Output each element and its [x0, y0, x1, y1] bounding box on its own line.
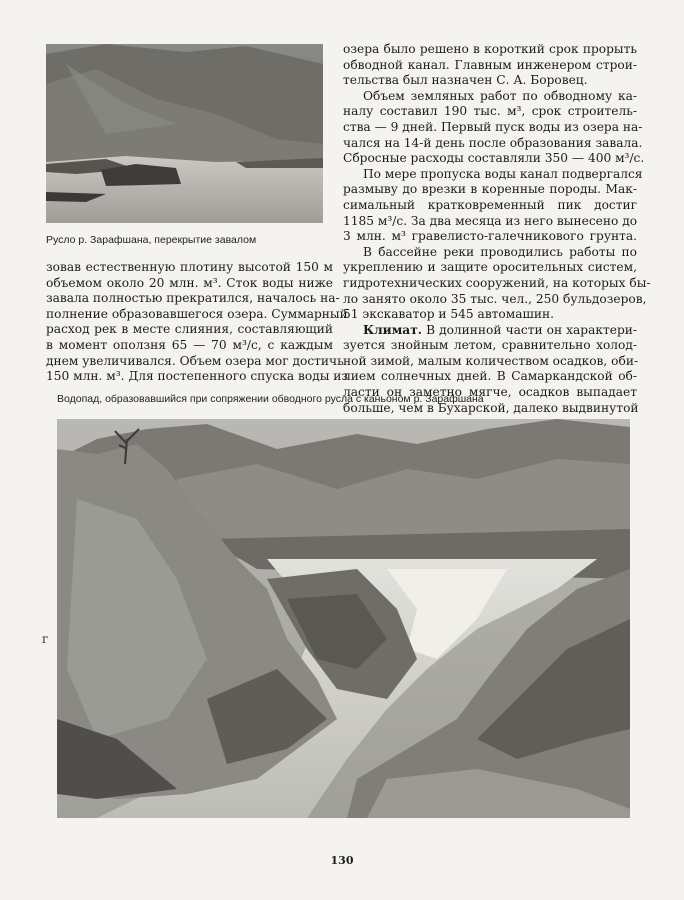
text-line: зовав естественную плотину высотой 150 м	[46, 260, 333, 274]
text-line: полнение образовавшегося озера. Суммарный	[46, 306, 348, 321]
text-line: лием солнечных дней. В Самаркандской об-	[343, 369, 637, 384]
text-line: в момент оползня 65 — 70 м³/с, с каждым	[46, 337, 333, 352]
text-line: ласти он заметно мягче, осадков выпадает	[343, 385, 637, 400]
text-line: завала полностью прекратился, началось на-	[46, 291, 340, 306]
text-line	[343, 323, 637, 339]
text-line: 150 млн. м³. Для постепенного спуска воды из	[46, 369, 349, 384]
text-column-left	[46, 260, 349, 385]
text-line: укреплению и защите оросительных систем,	[343, 260, 637, 275]
text-line: По мере пропуска воды канал подвергался	[363, 166, 643, 181]
text-line: Объем земляных работ по обводному ка-	[363, 88, 637, 103]
text-line: 1185 м³/с. За два месяца из него вынесено до	[343, 213, 638, 228]
page-number: 130	[330, 854, 354, 867]
paragraph	[343, 42, 637, 89]
text-line: ной зимой, малым количеством осадков, оби-	[343, 353, 639, 368]
text-line: В бассейне реки проводились работы по	[363, 244, 637, 259]
paragraph	[343, 166, 643, 245]
figure-caption-top: Русло р. Зарафшана, перекрытие завалом	[46, 234, 257, 246]
text-column-right	[343, 42, 651, 416]
photo-waterfall-canyon	[57, 419, 630, 818]
section-heading-climate: Климат.	[363, 322, 422, 337]
text-line: расход рек в месте слияния, составляющий	[46, 322, 333, 337]
text-line: 3 млн. м³ гравелисто-галечникового грунта.	[343, 229, 637, 244]
text-line: чался на 14-й день после образования завала.	[343, 135, 643, 150]
text-line: размыву до врезки в коренные породы. Мак-	[343, 182, 637, 197]
text-line: Сбросные расходы составляли 350 — 400 м³/с.	[343, 151, 645, 166]
margin-mark: г	[42, 632, 49, 646]
text-line: тельства был назначен С. А. Боровец.	[343, 73, 588, 88]
text-line: обводной канал. Главным инженером строи-	[343, 57, 637, 72]
text-line: озера было решено в короткий срок прорыть	[343, 42, 637, 56]
figure-caption-bottom: Водопад, образовавшийся при сопряжении обводного русла с каньоном р. Зарафшана	[57, 393, 484, 405]
paragraph	[343, 244, 651, 323]
text-line: 51 экскаватор и 545 автомашин.	[343, 307, 554, 322]
text-line: ло занято около 35 тыс. чел., 250 бульдозеров,	[343, 291, 647, 306]
text-fragment: В долинной части он характери-	[422, 322, 637, 337]
text-line: налу составил 190 тыс. м³, срок строитель-	[343, 104, 637, 119]
text-line: симальный кратковременный пик достиг	[343, 197, 637, 212]
text-line: гидротехнических сооружений, на которых бы-	[343, 275, 651, 290]
photo-river-blocked-by-landslide	[46, 44, 323, 223]
text-line: больше, чем в Бухарской, далеко выдвинутой	[343, 400, 639, 415]
text-line: ства — 9 дней. Первый пуск воды из озера на-	[343, 119, 643, 134]
paragraph	[343, 88, 645, 167]
text-line: зуется знойным летом, сравнительно холод-	[343, 338, 637, 353]
text-line: днем увеличивался. Объем озера мог достичь	[46, 353, 344, 368]
text-line: объемом около 20 млн. м³. Сток воды ниже	[46, 275, 333, 290]
